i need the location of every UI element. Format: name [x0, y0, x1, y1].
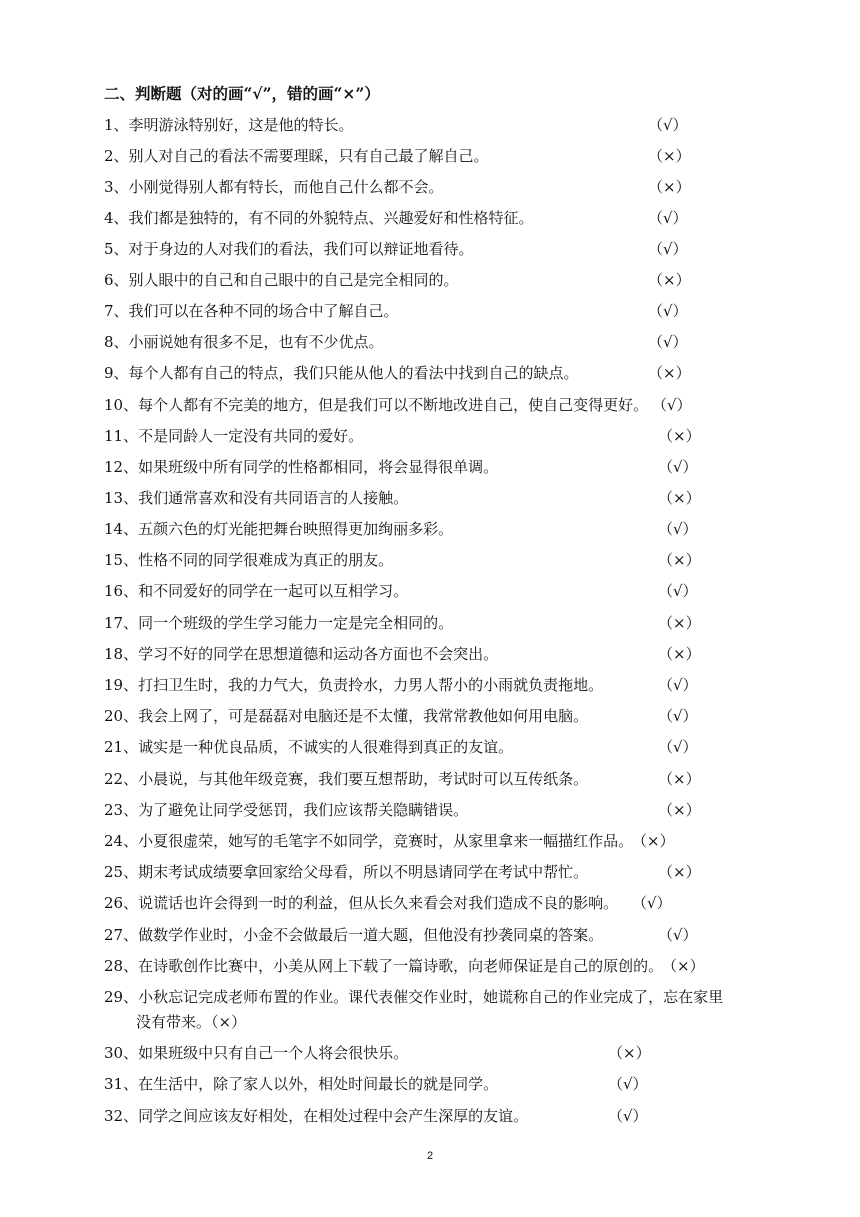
answer-mark: （√）	[608, 1107, 648, 1125]
question-number: 24、	[104, 832, 139, 850]
question-item	[104, 857, 860, 888]
question-number: 21、	[104, 738, 139, 756]
question-text: 我们通常喜欢和没有共同语言的人接触。	[138, 489, 409, 507]
answer-mark: （√）	[608, 1075, 648, 1093]
question-item	[104, 452, 860, 483]
question-text: 诚实是一种优良品质，不诚实的人很难得到真正的友谊。	[138, 738, 514, 756]
answer-mark: （×）	[648, 147, 691, 165]
question-text: 小秋忘记完成老师布置的作业。课代表催交作业时，她谎称自己的作业完成了，忘在家里	[138, 988, 724, 1006]
question-number: 29、	[104, 988, 139, 1006]
question-item	[104, 1038, 860, 1069]
question-item	[104, 732, 860, 763]
answer-mark: （×）	[658, 770, 701, 788]
question-item	[104, 390, 860, 421]
question-item	[104, 1069, 860, 1100]
question-number: 7、	[104, 302, 129, 320]
question-item	[104, 110, 860, 141]
question-item	[104, 265, 860, 296]
answer-mark: （√）	[648, 302, 688, 320]
question-item	[104, 764, 860, 795]
question-number: 5、	[104, 240, 129, 258]
question-text: 同一个班级的学生学习能力一定是完全相同的。	[138, 614, 454, 632]
answer-mark: （×）	[658, 863, 701, 881]
question-item	[104, 172, 860, 203]
question-item	[104, 421, 860, 452]
question-item	[104, 670, 860, 701]
question-text: 同学之间应该友好相处，在相处过程中会产生深厚的友谊。	[138, 1107, 529, 1125]
question-number: 16、	[104, 582, 139, 600]
question-item	[104, 327, 860, 358]
answer-mark: （×）	[658, 551, 701, 569]
answer-mark: （√）	[652, 396, 692, 414]
section-heading: 二、判断题（对的画“√”，错的画“×”）	[104, 84, 380, 103]
question-text: 性格不同的同学很难成为真正的朋友。	[138, 551, 394, 569]
question-item	[104, 141, 860, 172]
question-number: 11、	[104, 427, 139, 445]
question-item	[104, 234, 860, 265]
question-number: 6、	[104, 271, 129, 289]
question-number: 4、	[104, 209, 129, 227]
answer-mark: （√）	[648, 116, 688, 134]
question-number: 26、	[104, 894, 139, 912]
question-text: 小刚觉得别人都有特长，而他自己什么都不会。	[128, 178, 444, 196]
question-item	[104, 639, 860, 670]
question-number: 17、	[104, 614, 139, 632]
answer-mark: （√）	[648, 333, 688, 351]
question-number: 10、	[104, 396, 139, 414]
answer-mark: （√）	[658, 458, 698, 476]
page-number: 2	[426, 1150, 434, 1162]
question-text: 五颜六色的灯光能把舞台映照得更加绚丽多彩。	[138, 520, 454, 538]
question-number: 19、	[104, 676, 139, 694]
answer-mark: （√）	[658, 520, 698, 538]
answer-mark: （×）	[658, 427, 701, 445]
question-text-continuation: 没有带来。（×）	[136, 1013, 247, 1031]
answer-mark: （×）	[658, 801, 701, 819]
answer-mark: （×）	[658, 645, 701, 663]
question-text: 我会上网了，可是磊磊对电脑还是不太懂，我常常教他如何用电脑。	[138, 707, 589, 725]
question-number: 8、	[104, 333, 129, 351]
question-item	[104, 296, 860, 327]
question-text: 小夏很虚荣，她写的毛笔字不如同学，竞赛时，从家里拿来一幅描红作品。	[138, 832, 634, 850]
question-number: 27、	[104, 926, 139, 944]
question-number: 13、	[104, 489, 139, 507]
question-text: 别人眼中的自己和自己眼中的自己是完全相同的。	[128, 271, 459, 289]
answer-mark: （×）	[648, 178, 691, 196]
answer-mark: （×）	[658, 489, 701, 507]
question-text: 小丽说她有很多不足，也有不少优点。	[128, 333, 384, 351]
answer-mark: （√）	[658, 926, 698, 944]
question-item	[104, 545, 860, 576]
question-text: 小晨说，与其他年级竞赛，我们要互想帮助，考试时可以互传纸条。	[138, 770, 589, 788]
question-item	[104, 576, 860, 607]
question-text: 说谎话也许会得到一时的利益，但从长久来看会对我们造成不良的影响。	[138, 894, 619, 912]
question-item	[104, 951, 860, 982]
question-text: 对于身边的人对我们的看法，我们可以辩证地看待。	[128, 240, 474, 258]
question-text: 不是同龄人一定没有共同的爱好。	[138, 427, 364, 445]
question-number: 30、	[104, 1044, 139, 1062]
answer-mark: （×）	[648, 364, 691, 382]
question-number: 32、	[104, 1107, 139, 1125]
answer-mark: （×）	[648, 271, 691, 289]
question-text: 别人对自己的看法不需要理睬，只有自己最了解自己。	[128, 147, 489, 165]
question-item	[104, 826, 860, 857]
answer-mark: （√）	[658, 738, 698, 756]
answer-mark: （√）	[648, 209, 688, 227]
question-text: 期末考试成绩要拿回家给父母看，所以不明恳请同学在考试中帮忙。	[138, 863, 589, 881]
answer-mark: （√）	[658, 582, 698, 600]
question-number: 18、	[104, 645, 139, 663]
question-text: 学习不好的同学在思想道德和运动各方面也不会突出。	[138, 645, 499, 663]
question-text: 如果班级中所有同学的性格都相同，将会显得很单调。	[138, 458, 499, 476]
answer-mark: （×）	[608, 1044, 651, 1062]
answer-mark: （×）	[632, 832, 675, 850]
question-text: 每个人都有自己的特点，我们只能从他人的看法中找到自己的缺点。	[128, 364, 579, 382]
question-text: 我们都是独特的，有不同的外貌特点、兴趣爱好和性格特征。	[128, 209, 534, 227]
question-item	[104, 514, 860, 545]
question-number: 28、	[104, 957, 139, 975]
question-item	[104, 608, 860, 639]
question-item	[104, 203, 860, 234]
answer-mark: （×）	[658, 614, 701, 632]
question-number: 22、	[104, 770, 139, 788]
question-item	[104, 920, 860, 951]
question-text: 我们可以在各种不同的场合中了解自己。	[128, 302, 399, 320]
question-number: 31、	[104, 1075, 139, 1093]
question-text: 和不同爱好的同学在一起可以互相学习。	[138, 582, 409, 600]
answer-mark: （√）	[632, 894, 672, 912]
answer-mark: （√）	[648, 240, 688, 258]
question-text: 如果班级中只有自己一个人将会很快乐。	[138, 1044, 409, 1062]
answer-mark: （√）	[658, 707, 698, 725]
question-number: 3、	[104, 178, 129, 196]
question-number: 14、	[104, 520, 139, 538]
answer-mark: （×）	[662, 957, 705, 975]
question-item	[104, 888, 860, 919]
question-number: 20、	[104, 707, 139, 725]
question-text: 每个人都有不完美的地方，但是我们可以不断地改进自己，使自己变得更好。	[138, 396, 649, 414]
question-item	[104, 795, 860, 826]
question-number: 25、	[104, 863, 139, 881]
question-text: 为了避免让同学受惩罚，我们应该帮关隐瞒错误。	[138, 801, 469, 819]
question-number: 12、	[104, 458, 139, 476]
question-text: 李明游泳特别好，这是他的特长。	[128, 116, 354, 134]
question-number: 1、	[104, 116, 129, 134]
question-number: 23、	[104, 801, 139, 819]
question-text: 在生活中，除了家人以外，相处时间最长的就是同学。	[138, 1075, 499, 1093]
question-item	[104, 483, 860, 514]
question-text: 做数学作业时，小金不会做最后一道大题，但他没有抄袭同桌的答案。	[138, 926, 604, 944]
question-number: 9、	[104, 364, 129, 382]
question-item	[104, 1101, 860, 1132]
question-item	[104, 358, 860, 389]
question-text: 打扫卫生时，我的力气大，负责拎水，力男人帮小的小雨就负责拖地。	[138, 676, 604, 694]
question-number: 15、	[104, 551, 139, 569]
answer-mark: （√）	[658, 676, 698, 694]
question-text: 在诗歌创作比赛中，小美从网上下载了一篇诗歌，向老师保证是自己的原创的。	[138, 957, 664, 975]
question-item	[104, 701, 860, 732]
question-number: 2、	[104, 147, 129, 165]
